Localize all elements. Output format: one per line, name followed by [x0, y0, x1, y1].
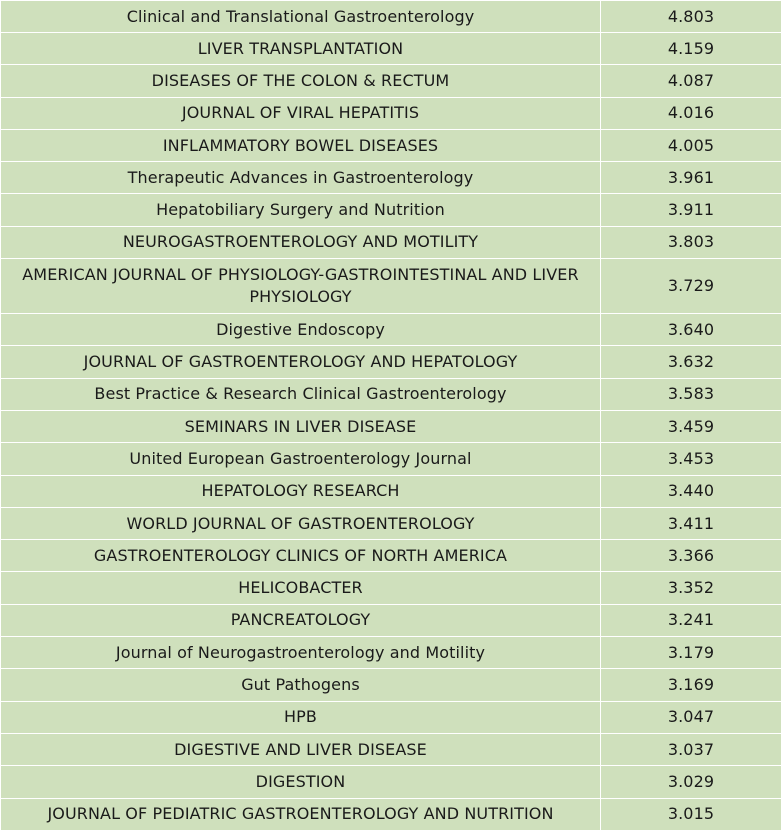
table-row [1, 443, 781, 475]
journal-name-cell: HEPATOLOGY RESEARCH [1, 475, 601, 507]
table-row [1, 669, 781, 701]
journal-name-cell: Digestive Endoscopy [1, 314, 601, 346]
impact-factor-cell: 3.241 [601, 604, 781, 636]
journal-name-cell: DIGESTIVE AND LIVER DISEASE [1, 733, 601, 765]
journal-name-cell: DISEASES OF THE COLON & RECTUM [1, 65, 601, 97]
table-row [1, 162, 781, 194]
table-row [1, 410, 781, 442]
impact-factor-cell: 3.047 [601, 701, 781, 733]
journal-name-cell: Therapeutic Advances in Gastroenterology [1, 162, 601, 194]
impact-factor-cell: 3.729 [601, 259, 781, 314]
impact-factor-cell: 4.016 [601, 97, 781, 129]
impact-factor-cell: 4.005 [601, 129, 781, 161]
journal-name-cell: WORLD JOURNAL OF GASTROENTEROLOGY [1, 507, 601, 539]
table-row [1, 97, 781, 129]
journal-name-cell: DIGESTION [1, 766, 601, 798]
journal-name-cell: NEUROGASTROENTEROLOGY AND MOTILITY [1, 226, 601, 258]
impact-factor-cell: 3.029 [601, 766, 781, 798]
impact-factor-cell: 3.440 [601, 475, 781, 507]
journal-name-cell: LIVER TRANSPLANTATION [1, 33, 601, 65]
table-row [1, 733, 781, 765]
journal-name-cell: Clinical and Translational Gastroenterology [1, 1, 601, 33]
table-row [1, 129, 781, 161]
table-row [1, 540, 781, 572]
journal-name-cell: Hepatobiliary Surgery and Nutrition [1, 194, 601, 226]
table-row [1, 507, 781, 539]
impact-factor-cell: 3.640 [601, 314, 781, 346]
table-row [1, 259, 781, 314]
table-row [1, 572, 781, 604]
journal-name-cell: PANCREATOLOGY [1, 604, 601, 636]
impact-factor-cell: 3.453 [601, 443, 781, 475]
journal-name-cell: JOURNAL OF GASTROENTEROLOGY AND HEPATOLOGY [1, 346, 601, 378]
journal-name-cell: JOURNAL OF VIRAL HEPATITIS [1, 97, 601, 129]
table-row [1, 226, 781, 258]
table-row [1, 798, 781, 830]
journal-name-cell: JOURNAL OF PEDIATRIC GASTROENTEROLOGY AND NUTRITION [1, 798, 601, 830]
journal-name-cell: INFLAMMATORY BOWEL DISEASES [1, 129, 601, 161]
table-row [1, 1, 781, 33]
impact-factor-cell: 3.459 [601, 410, 781, 442]
table-row [1, 33, 781, 65]
impact-factor-cell: 3.037 [601, 733, 781, 765]
impact-factor-cell: 3.366 [601, 540, 781, 572]
table-body [1, 1, 781, 831]
table-row [1, 65, 781, 97]
impact-factor-cell: 3.352 [601, 572, 781, 604]
impact-factor-cell: 3.632 [601, 346, 781, 378]
impact-factor-cell: 3.583 [601, 378, 781, 410]
journal-name-cell: GASTROENTEROLOGY CLINICS OF NORTH AMERICA [1, 540, 601, 572]
impact-factor-cell: 4.087 [601, 65, 781, 97]
journal-name-cell: Best Practice & Research Clinical Gastroenterology [1, 378, 601, 410]
impact-factor-cell: 3.961 [601, 162, 781, 194]
table-row [1, 346, 781, 378]
impact-factor-cell: 3.803 [601, 226, 781, 258]
impact-factor-cell: 3.911 [601, 194, 781, 226]
impact-factor-cell: 4.803 [601, 1, 781, 33]
impact-factor-cell: 3.411 [601, 507, 781, 539]
impact-factor-cell: 3.169 [601, 669, 781, 701]
table-row [1, 766, 781, 798]
impact-factor-cell: 3.015 [601, 798, 781, 830]
journal-name-cell: HPB [1, 701, 601, 733]
table-row [1, 378, 781, 410]
journal-name-cell: AMERICAN JOURNAL OF PHYSIOLOGY-GASTROINTESTINAL AND LIVER PHYSIOLOGY [1, 259, 601, 314]
impact-factor-cell: 4.159 [601, 33, 781, 65]
journal-name-cell: United European Gastroenterology Journal [1, 443, 601, 475]
journal-name-cell: Gut Pathogens [1, 669, 601, 701]
table-row [1, 637, 781, 669]
table-row [1, 314, 781, 346]
table-row [1, 194, 781, 226]
journal-name-cell: SEMINARS IN LIVER DISEASE [1, 410, 601, 442]
table-row [1, 701, 781, 733]
table-row [1, 475, 781, 507]
journal-name-cell: Journal of Neurogastroenterology and Motility [1, 637, 601, 669]
impact-factor-cell: 3.179 [601, 637, 781, 669]
journal-name-cell: HELICOBACTER [1, 572, 601, 604]
table-row [1, 604, 781, 636]
